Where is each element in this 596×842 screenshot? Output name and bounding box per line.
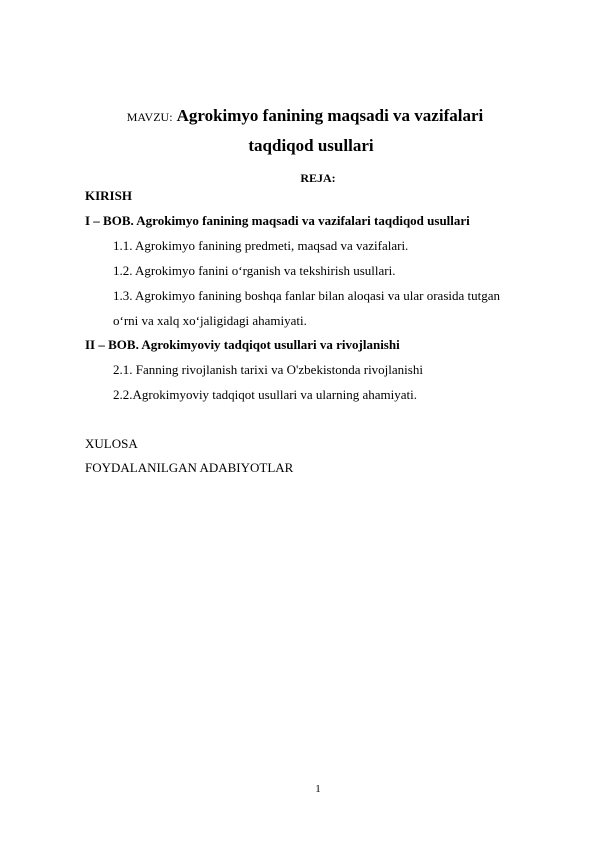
topic-title-text: Agrokimyo fanining maqsadi va vazifalari — [176, 106, 484, 125]
chapter-1-item: 1.2. Agrokimyo fanini o‘rganish va tekshirish usullari. — [113, 263, 396, 278]
plan-heading: REJA: — [300, 171, 336, 185]
outline-intro: KIRISH — [85, 188, 132, 203]
chapter-1-heading: I – BOB. Agrokimyo fanining maqsadi va vazifalari taqdiqod usullari — [85, 213, 470, 228]
chapter-2-item: 2.2.Agrokimyoviy tadqiqot usullari va ularning ahamiyati. — [113, 387, 418, 402]
chapter-2-item: 2.1. Fanning rivojlanish tarixi va O'zbekistonda rivojlanishi — [113, 362, 423, 377]
topic-title-continued: taqdiqod usullari — [248, 136, 374, 155]
chapter-1-item: 1.1. Agrokimyo fanining predmeti, maqsad va vazifalari. — [113, 238, 409, 253]
chapter-2-heading: II – BOB. Agrokimyoviy tadqiqot usullari va rivojlanishi — [85, 337, 400, 352]
outline-conclusion: XULOSA — [85, 436, 138, 451]
page-number: 1 — [315, 783, 321, 795]
topic-label: MAVZU: — [126, 110, 173, 124]
chapter-1-item-continued: o‘rni va xalq xo‘jaligidagi ahamiyati. — [113, 313, 307, 328]
outline-references: FOYDALANILGAN ADABIYOTLAR — [85, 460, 294, 475]
chapter-1-item: 1.3. Agrokimyo fanining boshqa fanlar bilan aloqasi va ular orasida tutgan — [113, 288, 501, 303]
topic-title — [0, 106, 596, 126]
